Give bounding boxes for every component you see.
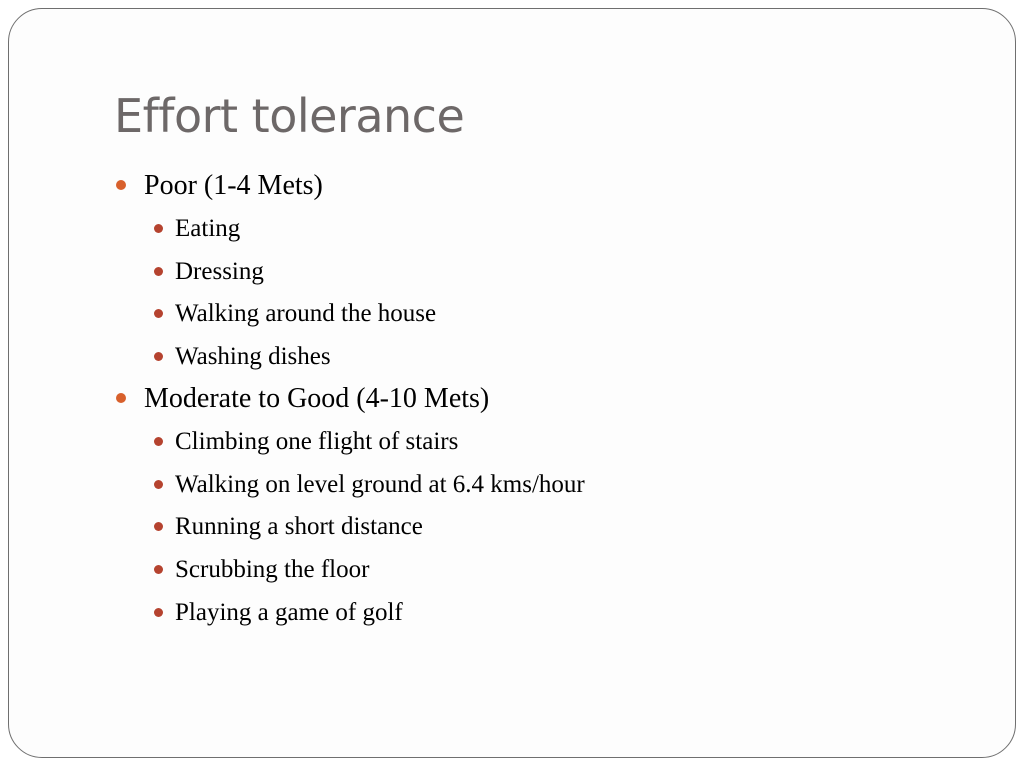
list-item <box>114 506 585 549</box>
list-item-text: Climbing one flight of stairs <box>175 427 459 455</box>
list-item-text: Washing dishes <box>175 343 331 371</box>
list-item-text: Scrubbing the floor <box>175 555 370 583</box>
bullet-dot-icon <box>154 352 163 361</box>
slide-title: Effort tolerance <box>114 89 465 143</box>
list-item <box>114 293 585 336</box>
bullet-dot-icon <box>154 267 163 276</box>
list-item <box>114 336 585 379</box>
bullet-dot-icon <box>116 180 126 190</box>
list-item-text: Eating <box>175 215 241 242</box>
bullet-section-poor <box>114 166 585 206</box>
list-item <box>114 251 585 294</box>
list-item <box>114 208 585 251</box>
sub-bullet-list <box>114 208 585 379</box>
list-item <box>114 592 585 635</box>
section-label: Moderate to Good (4-10 Mets) <box>144 382 490 414</box>
bullet-dot-icon <box>154 608 163 617</box>
bullet-dot-icon <box>154 309 163 318</box>
subitems-moderate-to-good <box>114 421 585 635</box>
list-item <box>114 549 585 592</box>
bullet-section-moderate-to-good <box>114 379 585 419</box>
list-item-text: Walking on level ground at 6.4 kms/hour <box>175 470 585 498</box>
list-item-text: Walking around the house <box>175 300 437 328</box>
list-item <box>114 421 585 464</box>
section-label: Poor (1-4 Mets) <box>144 170 323 201</box>
bullet-dot-icon <box>154 480 163 489</box>
bullet-dot-icon <box>154 565 163 574</box>
bullet-dot-icon <box>154 224 163 233</box>
bullet-dot-icon <box>116 393 126 403</box>
bullet-dot-icon <box>154 522 163 531</box>
list-item-text: Playing a game of golf <box>175 598 403 626</box>
sub-bullet-list <box>114 421 585 635</box>
list-item <box>114 464 585 507</box>
list-item-text: Running a short distance <box>175 513 423 541</box>
bullet-list <box>114 166 585 634</box>
subitems-poor <box>114 208 585 379</box>
list-item-text: Dressing <box>175 257 264 285</box>
bullet-dot-icon <box>154 437 163 446</box>
